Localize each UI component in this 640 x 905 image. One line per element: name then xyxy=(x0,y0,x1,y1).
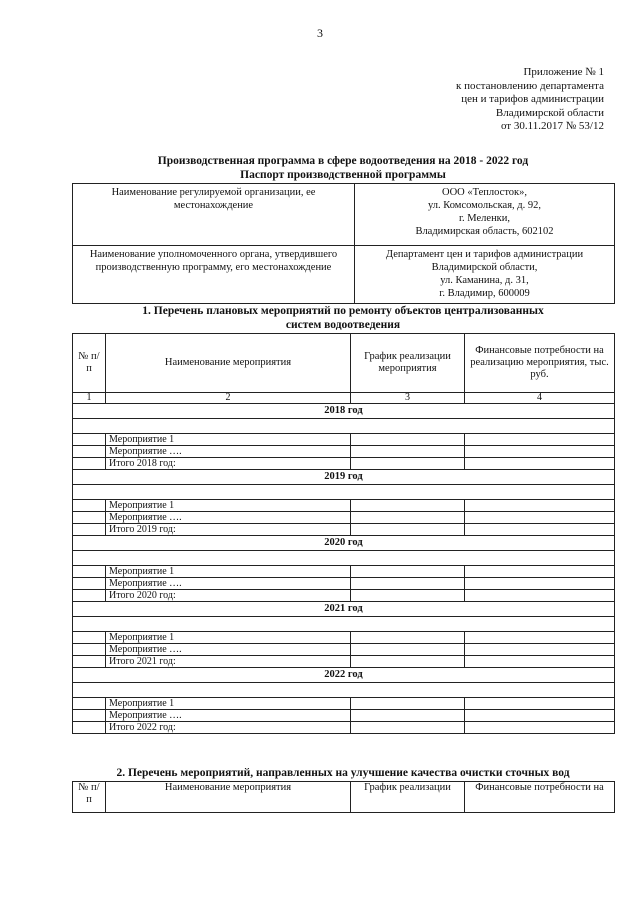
passport-row xyxy=(73,246,615,304)
cell-schedule xyxy=(351,434,465,446)
cell-schedule xyxy=(351,722,465,734)
passport-label: Наименование уполномоченного органа, утвердившего производственную программу, его местонахождение xyxy=(73,246,355,304)
table-row xyxy=(73,500,615,512)
cell-number xyxy=(73,512,106,524)
header-name: Наименование мероприятия xyxy=(106,334,351,393)
passport-value xyxy=(355,184,615,246)
cell-schedule xyxy=(351,656,465,668)
cell-measure-name: Мероприятие …. xyxy=(106,710,351,722)
section2-heading: 2. Перечень мероприятий, направленных на улучшение качества очистки сточных вод xyxy=(116,767,570,779)
cell-measure-name: Мероприятие …. xyxy=(106,512,351,524)
spacer-cell xyxy=(73,617,615,632)
cell-schedule xyxy=(351,500,465,512)
spacer-cell xyxy=(73,551,615,566)
cell-schedule xyxy=(351,698,465,710)
header-finance: Финансовые потребности на реализацию мероприятия, тыс. руб. xyxy=(465,334,615,393)
table-row xyxy=(73,458,615,470)
passport-value-line: г. Владимир, 600009 xyxy=(439,288,530,299)
cell-schedule xyxy=(351,710,465,722)
cell-number xyxy=(73,710,106,722)
table-row xyxy=(73,566,615,578)
appendix-line: Приложение № 1 xyxy=(523,66,604,78)
spacer-row xyxy=(73,683,615,698)
cell-finance xyxy=(465,698,615,710)
cell-number xyxy=(73,590,106,602)
section1-heading-line: 1. Перечень плановых мероприятий по ремонту объектов централизованных xyxy=(142,305,544,317)
repair-plan-body xyxy=(73,404,615,734)
table-row xyxy=(73,632,615,644)
cell-number xyxy=(73,566,106,578)
cell-measure-name: Мероприятие …. xyxy=(106,446,351,458)
table-row xyxy=(73,710,615,722)
cell-number xyxy=(73,500,106,512)
cell-finance xyxy=(465,500,615,512)
passport-value-line: г. Меленки, xyxy=(458,213,511,224)
section1-heading xyxy=(60,304,626,332)
header-schedule: График реализации мероприятия xyxy=(351,334,465,393)
cell-number xyxy=(73,524,106,536)
cell-finance xyxy=(465,656,615,668)
year-label: 2018 год xyxy=(73,404,615,419)
cell-number xyxy=(73,698,106,710)
year-label: 2022 год xyxy=(73,668,615,683)
year-label: 2020 год xyxy=(73,536,615,551)
table-row xyxy=(73,578,615,590)
quality-measures-table xyxy=(72,781,615,813)
cell-measure-name: Мероприятие 1 xyxy=(106,632,351,644)
cell-finance xyxy=(465,632,615,644)
header-finance: Финансовые потребности на xyxy=(465,782,615,813)
section1-heading-line: систем водоотведения xyxy=(285,319,401,331)
passport-value-line: ул. Каманина, д. 31, xyxy=(440,275,529,286)
table-row xyxy=(73,512,615,524)
column-number: 1 xyxy=(73,393,106,404)
passport-value-line: ООО «Теплосток», xyxy=(441,187,527,198)
spacer-row xyxy=(73,485,615,500)
cell-measure-name: Итого 2021 год: xyxy=(106,656,351,668)
appendix-line: от 30.11.2017 № 53/12 xyxy=(500,120,604,133)
cell-measure-name: Итого 2018 год: xyxy=(106,458,351,470)
passport-row xyxy=(73,184,615,246)
table-row xyxy=(73,434,615,446)
column-number-row xyxy=(73,393,615,404)
cell-finance xyxy=(465,512,615,524)
spacer-row xyxy=(73,617,615,632)
passport-value-line: Владимирская область, 602102 xyxy=(415,226,554,237)
year-row xyxy=(73,668,615,683)
cell-schedule xyxy=(351,566,465,578)
table-row xyxy=(73,590,615,602)
cell-measure-name: Итого 2022 год: xyxy=(106,722,351,734)
cell-finance xyxy=(465,578,615,590)
cell-measure-name: Мероприятие …. xyxy=(106,644,351,656)
cell-number xyxy=(73,644,106,656)
table-row xyxy=(73,698,615,710)
cell-schedule xyxy=(351,590,465,602)
cell-finance xyxy=(465,524,615,536)
year-label: 2019 год xyxy=(73,470,615,485)
appendix-line: цен и тарифов администрации xyxy=(461,93,604,106)
column-number: 4 xyxy=(465,393,615,404)
table-row xyxy=(73,524,615,536)
table-header-row xyxy=(73,334,615,393)
year-row xyxy=(73,536,615,551)
document-titles xyxy=(72,154,614,182)
cell-measure-name: Итого 2019 год: xyxy=(106,524,351,536)
cell-schedule xyxy=(351,524,465,536)
spacer-cell xyxy=(73,485,615,500)
column-number: 3 xyxy=(351,393,465,404)
cell-measure-name: Мероприятие 1 xyxy=(106,434,351,446)
header-schedule: График реализации xyxy=(351,782,465,813)
header-number: № п/п xyxy=(73,782,106,813)
cell-finance xyxy=(465,446,615,458)
header-number: № п/п xyxy=(73,334,106,393)
appendix-block xyxy=(404,66,604,134)
appendix-line: Владимирской области xyxy=(495,106,604,119)
cell-finance xyxy=(465,590,615,602)
spacer-row xyxy=(73,419,615,434)
cell-number xyxy=(73,434,106,446)
cell-measure-name: Мероприятие 1 xyxy=(106,566,351,578)
main-title: Производственная программа в сфере водоотведения на 2018 - 2022 год xyxy=(157,155,529,167)
cell-schedule xyxy=(351,512,465,524)
passport-value-line: Департамент цен и тарифов администрации xyxy=(385,249,584,260)
cell-measure-name: Мероприятие …. xyxy=(106,578,351,590)
cell-finance xyxy=(465,722,615,734)
cell-schedule xyxy=(351,446,465,458)
page-number: 3 xyxy=(317,26,323,40)
table-header-row xyxy=(73,782,615,813)
cell-finance xyxy=(465,644,615,656)
year-label: 2021 год xyxy=(73,602,615,617)
spacer-cell xyxy=(73,683,615,698)
quality-table-clip xyxy=(72,781,615,814)
cell-finance xyxy=(465,710,615,722)
table-row xyxy=(73,656,615,668)
appendix-line: к постановлению департамента xyxy=(456,79,604,92)
passport-table xyxy=(72,183,615,304)
table-row xyxy=(73,446,615,458)
year-row xyxy=(73,404,615,419)
cell-number xyxy=(73,578,106,590)
cell-number xyxy=(73,446,106,458)
sub-title: Паспорт производственной программы xyxy=(240,169,446,181)
cell-measure-name: Мероприятие 1 xyxy=(106,500,351,512)
cell-schedule xyxy=(351,644,465,656)
passport-label: Наименование регулируемой организации, ее местонахождение xyxy=(73,184,355,246)
cell-number xyxy=(73,458,106,470)
cell-number xyxy=(73,656,106,668)
cell-measure-name: Итого 2020 год: xyxy=(106,590,351,602)
passport-value-line: ул. Комсомольская, д. 92, xyxy=(427,200,541,211)
year-row xyxy=(73,602,615,617)
table-row xyxy=(73,722,615,734)
spacer-row xyxy=(73,551,615,566)
year-row xyxy=(73,470,615,485)
cell-number xyxy=(73,632,106,644)
cell-schedule xyxy=(351,578,465,590)
cell-measure-name: Мероприятие 1 xyxy=(106,698,351,710)
cell-number xyxy=(73,722,106,734)
repair-plan-table xyxy=(72,333,615,734)
cell-finance xyxy=(465,458,615,470)
header-name: Наименование мероприятия xyxy=(106,782,351,813)
column-number: 2 xyxy=(106,393,351,404)
spacer-cell xyxy=(73,419,615,434)
cell-finance xyxy=(465,566,615,578)
passport-value-line: Владимирской области, xyxy=(431,262,538,273)
passport-value xyxy=(355,246,615,304)
cell-finance xyxy=(465,434,615,446)
cell-schedule xyxy=(351,458,465,470)
table-row xyxy=(73,644,615,656)
cell-schedule xyxy=(351,632,465,644)
